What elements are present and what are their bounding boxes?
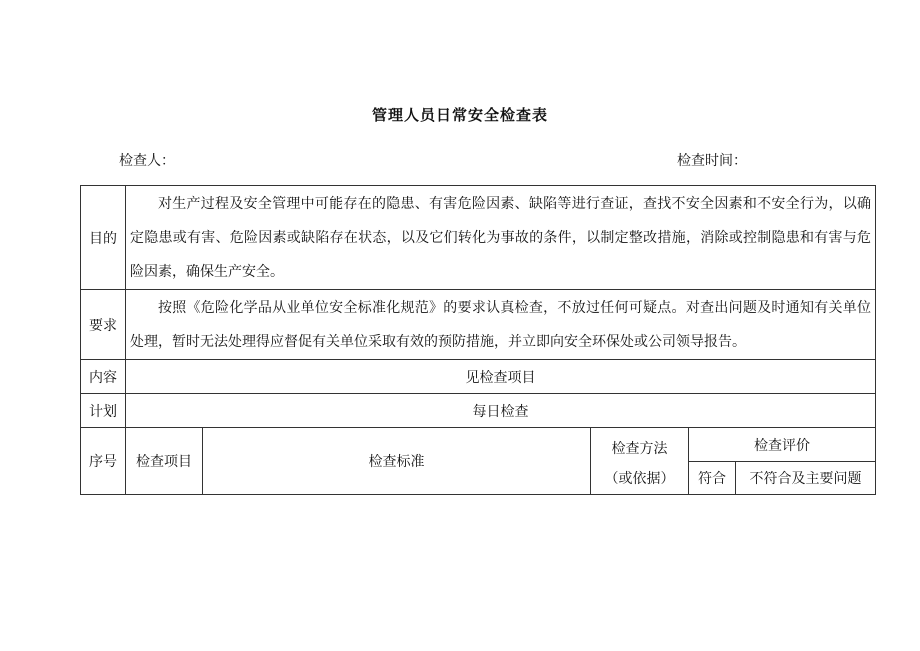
plan-label: 计划 — [81, 394, 126, 428]
item-header: 检查项目 — [126, 428, 203, 495]
document-title: 管理人员日常安全检查表 — [371, 106, 548, 124]
plan-value: 每日检查 — [126, 394, 876, 428]
purpose-label: 目的 — [81, 186, 126, 290]
method-header-line1: 检查方法 — [591, 428, 689, 462]
content-label: 内容 — [81, 360, 126, 394]
method-header-line2: （或依据） — [591, 462, 689, 495]
inspector-label: 检查人： — [119, 153, 175, 169]
requirement-row — [81, 290, 876, 360]
inspection-table — [80, 185, 876, 495]
content-row — [81, 360, 876, 394]
purpose-text: 对生产过程及安全管理中可能存在的隐患、有害危险因素、缺陷等进行查证，查找不安全因素和不安全行为，以确定隐患或有害、危险因素或缺陷存在状态，以及它们转化为事故的条件，以制定整改措施，消除或控制隐患和有害与危险因素，确保生产安全。 — [126, 186, 876, 290]
requirement-text: 按照《危险化学品从业单位安全标准化规范》的要求认真检查，不放过任何可疑点。对查出问题及时通知有关单位处理，暂时无法处理得应督促有关单位采取有效的预防措施，并立即向安全环保处或公司领导报告。 — [126, 290, 876, 360]
serial-header: 序号 — [81, 428, 126, 495]
nonconform-header: 不符合及主要问题 — [736, 462, 876, 495]
requirement-label: 要求 — [81, 290, 126, 360]
content-value: 见检查项目 — [126, 360, 876, 394]
check-time-label: 检查时间： — [677, 153, 747, 169]
standard-header: 检查标准 — [203, 428, 591, 495]
plan-row — [81, 394, 876, 428]
evaluation-header: 检查评价 — [689, 428, 876, 462]
purpose-row — [81, 186, 876, 290]
conform-header: 符合 — [689, 462, 736, 495]
header-row-1 — [81, 428, 876, 462]
